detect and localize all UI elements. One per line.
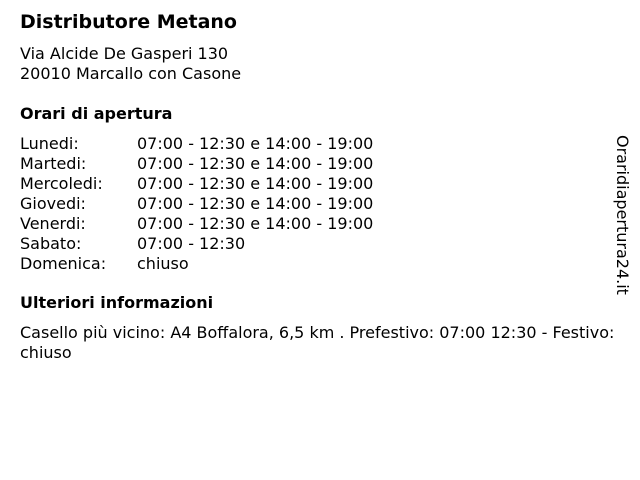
hours-row-sunday [20,254,610,274]
time-value: 07:00 - 12:30 e 14:00 - 19:00 [137,134,374,153]
day-label: Giovedi: [20,194,86,213]
address-block [20,44,610,84]
time-value: 07:00 - 12:30 e 14:00 - 19:00 [137,214,374,233]
hours-row-friday [20,214,610,234]
address-city: 20010 Marcallo con Casone [20,64,242,83]
opening-hours-table [20,134,610,274]
day-label: Mercoledi: [20,174,103,193]
hours-row-tuesday [20,154,610,174]
site-watermark: Oraridiapertura24.it [613,135,632,295]
day-label: Sabato: [20,234,82,253]
time-value: 07:00 - 12:30 e 14:00 - 19:00 [137,174,374,193]
day-label: Venerdi: [20,214,86,233]
hours-row-saturday [20,234,610,254]
address-street: Via Alcide De Gasperi 130 [20,44,229,63]
hours-row-thursday [20,194,610,214]
opening-hours-heading: Orari di apertura [20,104,173,123]
hours-row-wednesday [20,174,610,194]
time-value: 07:00 - 12:30 e 14:00 - 19:00 [137,154,374,173]
day-label: Lunedi: [20,134,79,153]
additional-info-heading: Ulteriori informazioni [20,293,214,312]
time-value: 07:00 - 12:30 e 14:00 - 19:00 [137,194,374,213]
page-title: Distributore Metano [20,11,237,33]
day-label: Domenica: [20,254,107,273]
hours-row-monday [20,134,610,154]
day-label: Martedi: [20,154,87,173]
time-value: chiuso [137,254,189,273]
store-info-card [20,10,615,363]
additional-info-text: Casello più vicino: A4 Boffalora, 6,5 km . Prefestivo: 07:00 12:30 - Festivo: chiuso [20,323,615,362]
time-value: 07:00 - 12:30 [137,234,246,253]
